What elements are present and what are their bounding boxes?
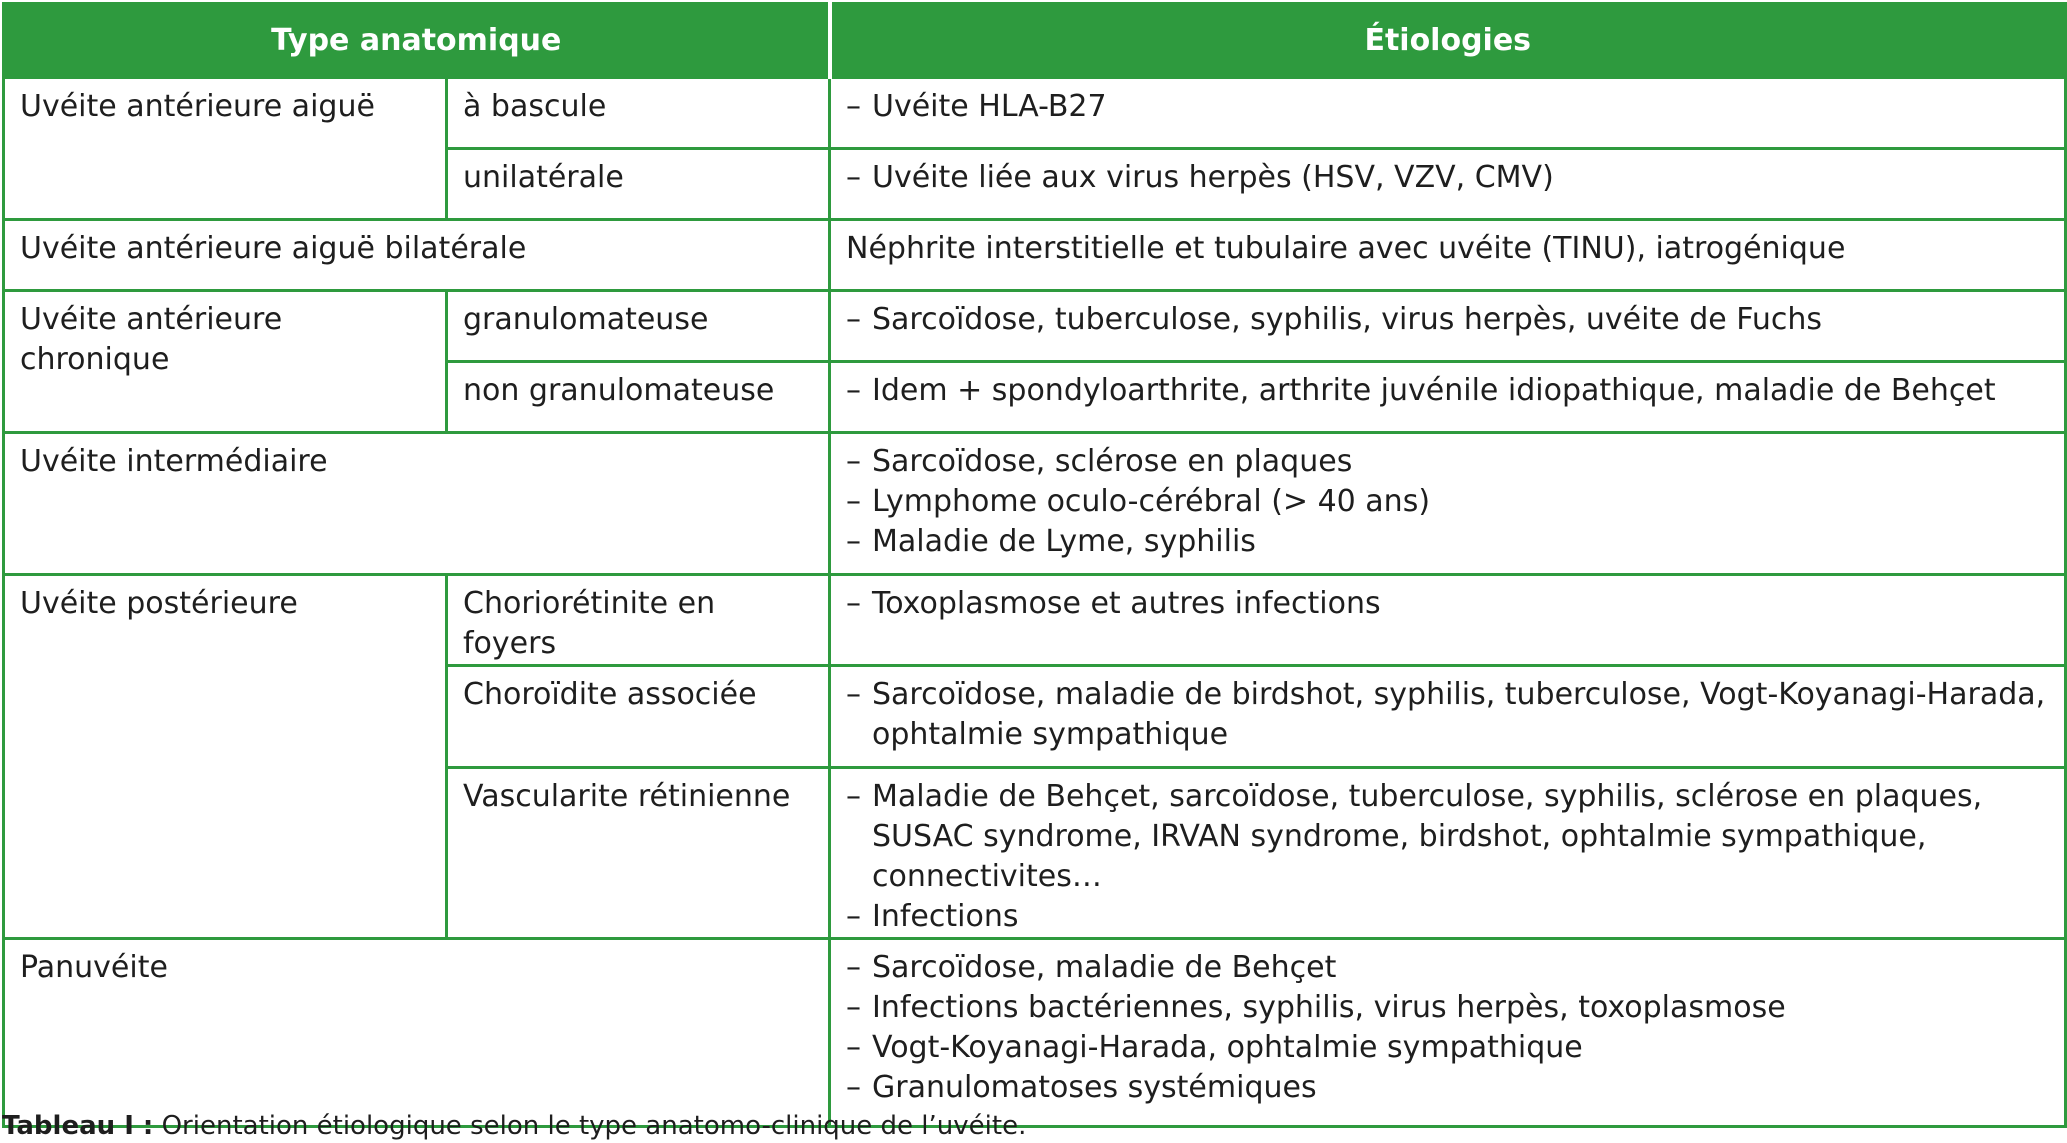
header-row [4,4,2066,78]
dash-marker: – [846,1070,861,1105]
etiology-line [846,897,2049,937]
etiology-line [846,584,2049,624]
dash-marker: – [846,779,861,814]
table-row [4,291,2066,362]
etiology-text: Maladie de Lyme, syphilis [872,524,1256,559]
header-etiologies: Étiologies [830,4,2066,78]
subtype-cell: Vascularite rétinienne [447,768,830,939]
etiology-cell [830,666,2066,768]
etiology-line [846,300,2049,340]
dash-marker: – [846,302,861,337]
etiology-line [846,522,2049,562]
subtype-cell: granulomateuse [447,291,830,362]
dash-marker: – [846,1030,861,1065]
table-row [4,220,2066,291]
etiology-text: Sarcoïdose, maladie de Behçet [872,950,1337,985]
dash-marker: – [846,899,861,934]
subtype-cell: à bascule [447,78,830,149]
etiology-line [846,1068,2049,1108]
type-cell: Panuvéite [4,939,830,1127]
table-row [4,575,2066,666]
etiology-table [2,2,2067,1128]
subtype-cell: Choroïdite associée [447,666,830,768]
dash-marker: – [846,484,861,519]
caption-text: Orientation étiologique selon le type anatomo-clinique de l’uvéite. [153,1111,1027,1141]
dash-marker: – [846,677,861,712]
etiology-line [846,371,2049,411]
etiology-line [846,1028,2049,1068]
etiology-cell [830,939,2066,1127]
etiology-text: Sarcoïdose, maladie de birdshot, syphilis, tuberculose, Vogt-Koyanagi-Harada, ophtalmie sympathique [872,677,2046,752]
dash-marker: – [846,373,861,408]
etiology-cell [830,78,2066,149]
etiology-line [846,229,2049,269]
subtype-cell: non granulomateuse [447,362,830,433]
type-cell: Uvéite intermédiaire [4,433,830,575]
table-caption [2,1111,1026,1141]
etiology-line [846,442,2049,482]
header-type-anatomique: Type anatomique [4,4,830,78]
etiology-line [846,158,2049,198]
type-cell: Uvéite antérieure aiguë bilatérale [4,220,830,291]
type-cell: Uvéite antérieure chronique [4,291,447,433]
etiology-line [846,87,2049,127]
dash-marker: – [846,586,861,621]
etiology-text: Uvéite liée aux virus herpès (HSV, VZV, CMV) [872,160,1554,195]
etiology-line [846,948,2049,988]
etiology-text: Vogt-Koyanagi-Harada, ophtalmie sympathique [872,1030,1583,1065]
etiology-cell [830,362,2066,433]
etiology-text: Sarcoïdose, sclérose en plaques [872,444,1353,479]
etiology-cell [830,149,2066,220]
etiology-text: Toxoplasmose et autres infections [872,586,1381,621]
etiology-text: Maladie de Behçet, sarcoïdose, tuberculose, syphilis, sclérose en plaques, SUSAC syndrome, IRVAN syndrome, birdshot, ophtalmie sympathique, connectivites… [872,779,1983,894]
type-cell: Uvéite postérieure [4,575,447,939]
table-row [4,78,2066,149]
etiology-text: Idem + spondyloarthrite, arthrite juvénile idiopathique, maladie de Behçet [872,373,1996,408]
etiology-cell [830,291,2066,362]
etiology-cell [830,433,2066,575]
etiology-line [846,482,2049,522]
etiology-text: Granulomatoses systémiques [872,1070,1317,1105]
table-row [4,433,2066,575]
etiology-cell [830,575,2066,666]
subtype-cell: Choriorétinite en foyers [447,575,830,666]
etiology-text: Infections [872,899,1019,934]
etiology-line [846,777,2049,897]
etiology-line [846,988,2049,1028]
dash-marker: – [846,950,861,985]
etiology-cell [830,768,2066,939]
etiology-text: Infections bactériennes, syphilis, virus herpès, toxoplasmose [872,990,1786,1025]
subtype-cell: unilatérale [447,149,830,220]
etiology-line [846,675,2049,755]
dash-marker: – [846,444,861,479]
table-row [4,939,2066,1127]
type-cell: Uvéite antérieure aiguë [4,78,447,220]
etiology-text: Lymphome oculo-cérébral (> 40 ans) [872,484,1431,519]
caption-label: Tableau I : [2,1111,154,1141]
etiology-cell [830,220,2066,291]
dash-marker: – [846,160,861,195]
etiology-text: Néphrite interstitielle et tubulaire avec uvéite (TINU), iatrogénique [846,231,1846,266]
dash-marker: – [846,990,861,1025]
dash-marker: – [846,89,861,124]
dash-marker: – [846,524,861,559]
etiology-text: Sarcoïdose, tuberculose, syphilis, virus herpès, uvéite de Fuchs [872,302,1823,337]
etiology-text: Uvéite HLA-B27 [872,89,1107,124]
